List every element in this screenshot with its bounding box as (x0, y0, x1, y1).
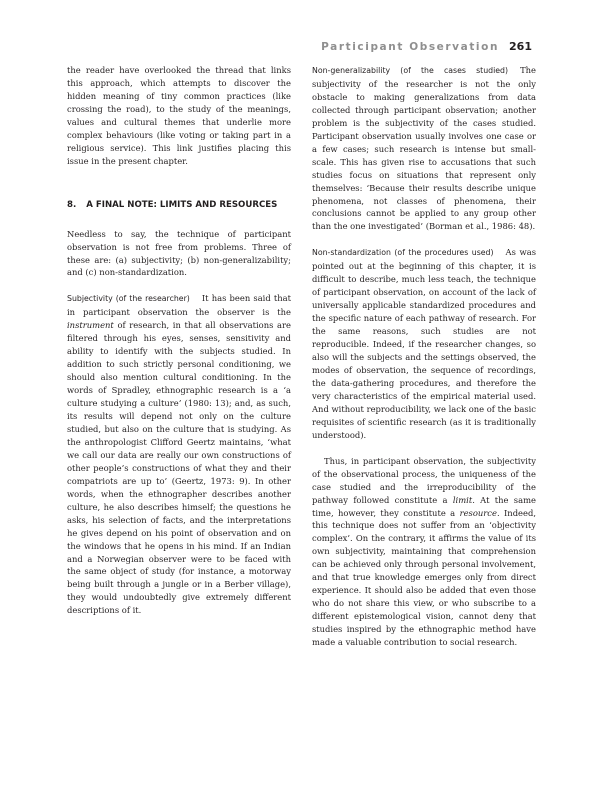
section-number: 8. (67, 199, 77, 210)
run-in-heading-non-generalizability: Non-generalizability (of the cases studied) (312, 66, 509, 75)
paragraph-text: Thus, in participant observation, the subjectivity of the observational process, the uniqueness of the case studied and the irreproducibility of the pathway followed constitute a (312, 455, 536, 505)
continued-paragraph: the reader have overlooked the thread that links this approach, which attempts to discover the hidden meaning of tiny common practices (like crossing the road), to the study of the meanings, values and cultural themes that underlie more complex behaviours (like voting or taking part in a religious service). This link justifies placing this issue in the present chapter. (67, 65, 291, 166)
paragraph-text: As was pointed out at the beginning of this chapter, it is difficult to describe, much less teach, the technique of participant observation, on account of the lack of universally applicable standardized procedures and the specific nature of each pathway of research. For the same reasons, such studies are not reproducible. Indeed, if the researcher changes, so also will the subjects and the settings observed, the modes of observation, the sequence of recordings, the data-gathering procedures, and therefore the very characteristics of the empirical material used. And without reproducibility, we lack one of the basic requisites of scientific research (as it is traditionally understood). (312, 247, 537, 440)
run-in-heading-subjectivity: Subjectivity (of the researcher) (67, 294, 190, 304)
emphasis-resource: resource (459, 507, 497, 518)
paragraph-non-standardization (312, 246, 536, 441)
paragraph-intro: Needless to say, the technique of participant observation is not free from problems. Three of these are: (a) subjectivity; (b) non-generalizability; and (c) non-standardization. (67, 228, 291, 278)
emphasis-instrument: instrument (67, 320, 114, 331)
running-header (321, 40, 532, 53)
paragraph-text: . Indeed, this technique does not suffer from an ‘objectivity complex’. On the contrary, it affirms the value of its own subjectivity, maintaining that comprehension can be achieved only through personal involvement, and that true knowledge emerges only from direct experience. It should also be added that even those who do not share this view, or who subscribe to a different epistemological vision, cannot deny that studies inspired by the ethnographic method have made a valuable contribution to social research. (312, 507, 536, 648)
running-header-title: Participant Observation (321, 41, 500, 53)
page-number: 261 (509, 40, 532, 53)
paragraph-text: . At the same time, however, they constitute a (312, 494, 536, 518)
right-column (312, 64, 536, 649)
paragraph-non-generalizability (312, 64, 536, 233)
paragraph-text: of research, in that all observations are filtered through his eyes, senses, sensitivity and ability to identify with the subjects studied. In addition to such strictly personal conditioning, we should also mention cultural conditioning. In the words of Spradley, ethnographic research is a ‘a culture studying a culture’ (1980: 13); and, as such, its results will depend not only on the culture studied, but also on the culture that is studying. As the anthropologist Clifford Geertz maintains, ‘what we call our data are really our own constructions of other people’s constructions of what they and their compatriots are up to’ (Geertz, 1973: 9). In other words, when the ethnographer describes another culture, he also describes himself; the questions he asks, his selection of facts, and the interpretations he gives depend on his point of observation and on the windows that he opens in his mind. If an Indian and a Norwegian observer were to be faced with the same object of study (for instance, a motorway being built through a jungle or in a Berber village), they would undoubtedly give extremely different descriptions of it. (67, 320, 291, 616)
section-heading-text: A FINAL NOTE: LIMITS AND RESOURCES (86, 199, 278, 210)
paragraph-text: The subjectivity of the researcher is not the only obstacle to making generalizations from data collected through participant observation; another problem is the subjectivity of the cases studied. Participant observation usually involves one case or a few cases; such research is intense but small-scale. This has given rise to accusations that such studies focus on situations that represent only themselves: ‘Because their results describe unique phenomena, not classes of phenomena, their conclusions cannot be applied to any group other than the one investigated’ (Borman et al., 1986: 48). (312, 65, 536, 232)
left-column (67, 64, 291, 617)
paragraph-conclusion (312, 455, 536, 649)
paragraph-subjectivity (67, 292, 291, 617)
paragraph-text: It has been said that in participant observation the observer is the (67, 293, 292, 318)
emphasis-limit: limit (452, 494, 473, 505)
section-heading (67, 198, 291, 212)
run-in-heading-non-standardization: Non-standardization (of the procedures used) (312, 248, 494, 258)
